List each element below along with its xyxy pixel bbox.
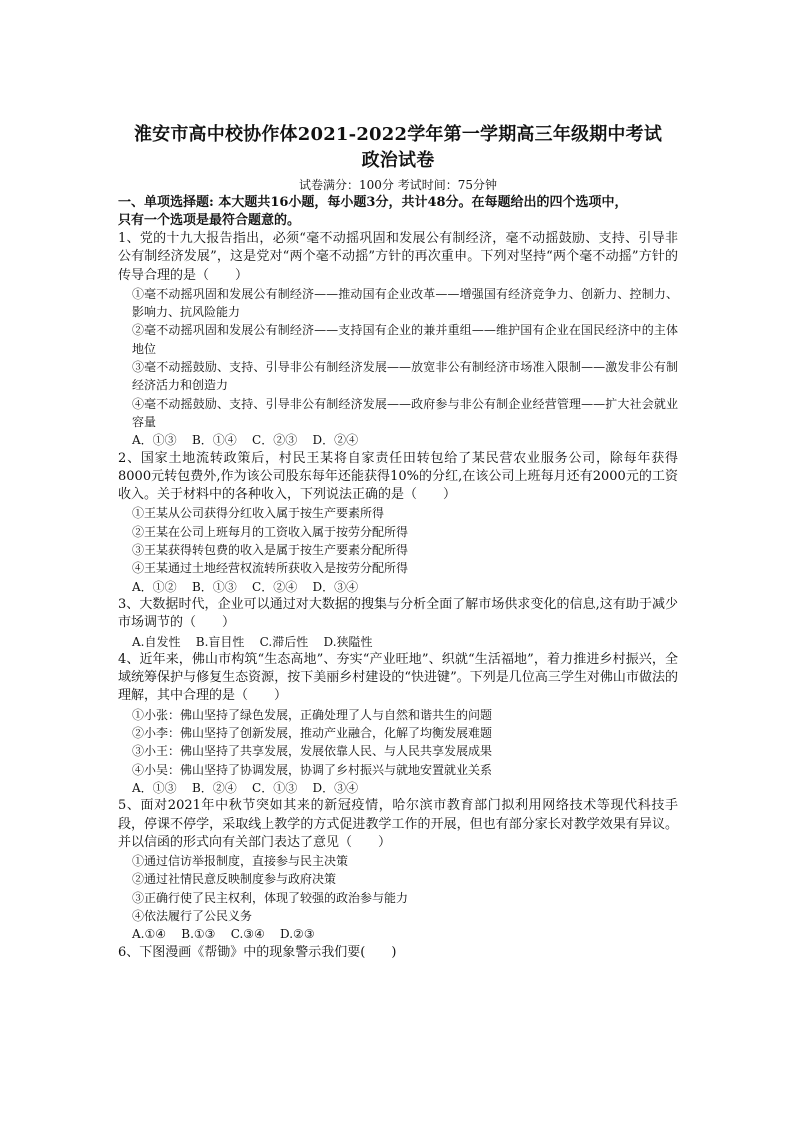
choice-a: A.①④	[132, 927, 166, 942]
choice-c: C．①③	[252, 780, 298, 795]
choice-b: B.盲目性	[195, 634, 245, 649]
question-option: ②毫不动摇巩固和发展公有制经济——支持国有企业的兼并重组——维护国有企业在国民经济中的主体地位	[132, 323, 678, 356]
section-heading-line2: 只有一个选项是最符合题意的。	[118, 213, 301, 228]
question-option: ④小吴：佛山坚持了协调发展，协调了乡村振兴与就地安置就业关系	[132, 762, 493, 777]
question-3	[118, 596, 678, 651]
choice-b: B．①③	[191, 579, 237, 594]
choice-a: A.自发性	[132, 634, 181, 649]
choice-c: C．②③	[252, 433, 298, 448]
question-option: ②王某在公司上班每月的工资收入属于按劳分配所得	[132, 524, 409, 539]
question-stem: 6、下图漫画《帮锄》中的现象警示我们要( )	[118, 944, 397, 960]
section-heading	[118, 194, 678, 230]
question-2	[118, 450, 678, 596]
choice-a: A．①③	[132, 780, 177, 795]
question-option: ①小张：佛山坚持了绿色发展，正确处理了人与自然和谐共生的问题	[132, 707, 493, 722]
choice-b: B．①④	[191, 433, 237, 448]
answer-choices	[118, 633, 678, 651]
question-option: ②通过社情民意反映制度参与政府决策	[132, 872, 337, 887]
choice-c: C.③④	[230, 927, 265, 942]
choice-c: C．②④	[252, 579, 298, 594]
choice-a: A．①③	[132, 433, 177, 448]
choice-b: B.①③	[181, 927, 216, 942]
question-option: ②小李：佛山坚持了创新发展，推动产业融合，化解了均衡发展难题	[132, 726, 493, 741]
choice-d: D．③④	[312, 780, 359, 795]
answer-choices	[118, 925, 678, 943]
question-option: ③正确行使了民主权利，体现了较强的政治参与能力	[132, 890, 409, 905]
question-option: ①毫不动摇巩固和发展公有制经济——推动国有企业改革——增强国有经济竞争力、创新力、控制力、影响力、抗风险能力	[132, 286, 678, 320]
question-option: ④王某通过土地经营权流转所获收入是按劳分配所得	[132, 561, 409, 576]
question-4	[118, 651, 678, 797]
exam-title	[112, 122, 684, 174]
question-option: ④毫不动摇鼓励、支持、引导非公有制经济发展——政府参与非公有制企业经营管理——扩大社会就业容量	[132, 396, 678, 429]
exam-page	[118, 122, 678, 962]
question-stem: 2、国家土地流转政策后，村民王某将自家责任田转包给了某民营农业服务公司，除每年获得8000元转包费外,作为该公司股东每年还能获得10%的分红,在该公司上班每月还有2000元的工资收入。关于材料中的各种收入，下列说法正确的是（ ）	[118, 450, 678, 503]
question-option: ③小王：佛山坚持了共享发展，发展依靠人民、与人民共享发展成果	[132, 744, 493, 759]
question-option: ①王某从公司获得分红收入属于按生产要素所得	[132, 506, 385, 521]
exam-title-line1: 淮安市高中校协作体2021-2022学年第一学期高三年级期中考试	[133, 124, 663, 145]
question-5	[118, 797, 678, 943]
section-heading-line1: 一、单项选择题: 本大题共16小题，每小题3分，共计48分。在每题给出的四个选项中，	[118, 195, 628, 210]
question-stem: 3、大数据时代，企业可以通过对大数据的搜集与分析全面了解市场供求变化的信息,这有助于减少市场调节的（ ）	[118, 596, 678, 631]
question-6	[118, 944, 678, 962]
question-option: ③王某获得转包费的收入是属于按生产要素分配所得	[132, 543, 409, 558]
question-stem: 4、近年来，佛山市构筑“生态高地”、夯实“产业旺地”、织就“生活福地”，着力推进乡村振兴，全域统筹保护与修复生态资源，按下美丽乡村建设的“快进键”。下列是几位高三学生对佛山市做法的理解，其中合理的是（ ）	[118, 651, 678, 704]
choice-d: D．②④	[312, 433, 359, 448]
answer-choices	[118, 578, 678, 596]
answer-choices	[118, 779, 678, 797]
choice-c: C.滞后性	[259, 634, 309, 649]
question-option: ③毫不动摇鼓励、支持、引导非公有制经济发展——放宽非公有制经济市场准入限制——激发非公有制经济活力和创造力	[132, 360, 678, 393]
answer-choices	[118, 431, 678, 449]
choice-d: D.②③	[280, 927, 315, 942]
question-1	[118, 230, 678, 450]
choice-d: D．③④	[312, 579, 359, 594]
exam-meta: 试卷满分：100分 考试时间：75分钟	[299, 178, 497, 192]
question-option: ④依法履行了公民义务	[132, 908, 253, 923]
question-option: ①通过信访举报制度，直接参与民主决策	[132, 854, 349, 869]
choice-a: A．①②	[132, 579, 177, 594]
question-stem: 1、党的十九大报告指出，必须“毫不动摇巩固和发展公有制经济，毫不动摇鼓励、支持、引导非公有制经济发展”，这是党对“两个毫不动摇”方针的再次重申。下列对坚持“两个毫不动摇”方针的传导合理的是（ ）	[118, 231, 678, 283]
choice-d: D.狭隘性	[323, 634, 373, 649]
exam-title-line2: 政治试卷	[361, 150, 435, 171]
choice-b: B．②④	[191, 780, 237, 795]
question-stem: 5、面对2021年中秋节突如其来的新冠疫情，哈尔滨市教育部门拟利用网络技术等现代科技手段，停课不停学，采取线上教学的方式促进教学工作的开展，但也有部分家长对教学效果有异议。并以信函的形式向有关部门表达了意见（ ）	[118, 798, 678, 850]
